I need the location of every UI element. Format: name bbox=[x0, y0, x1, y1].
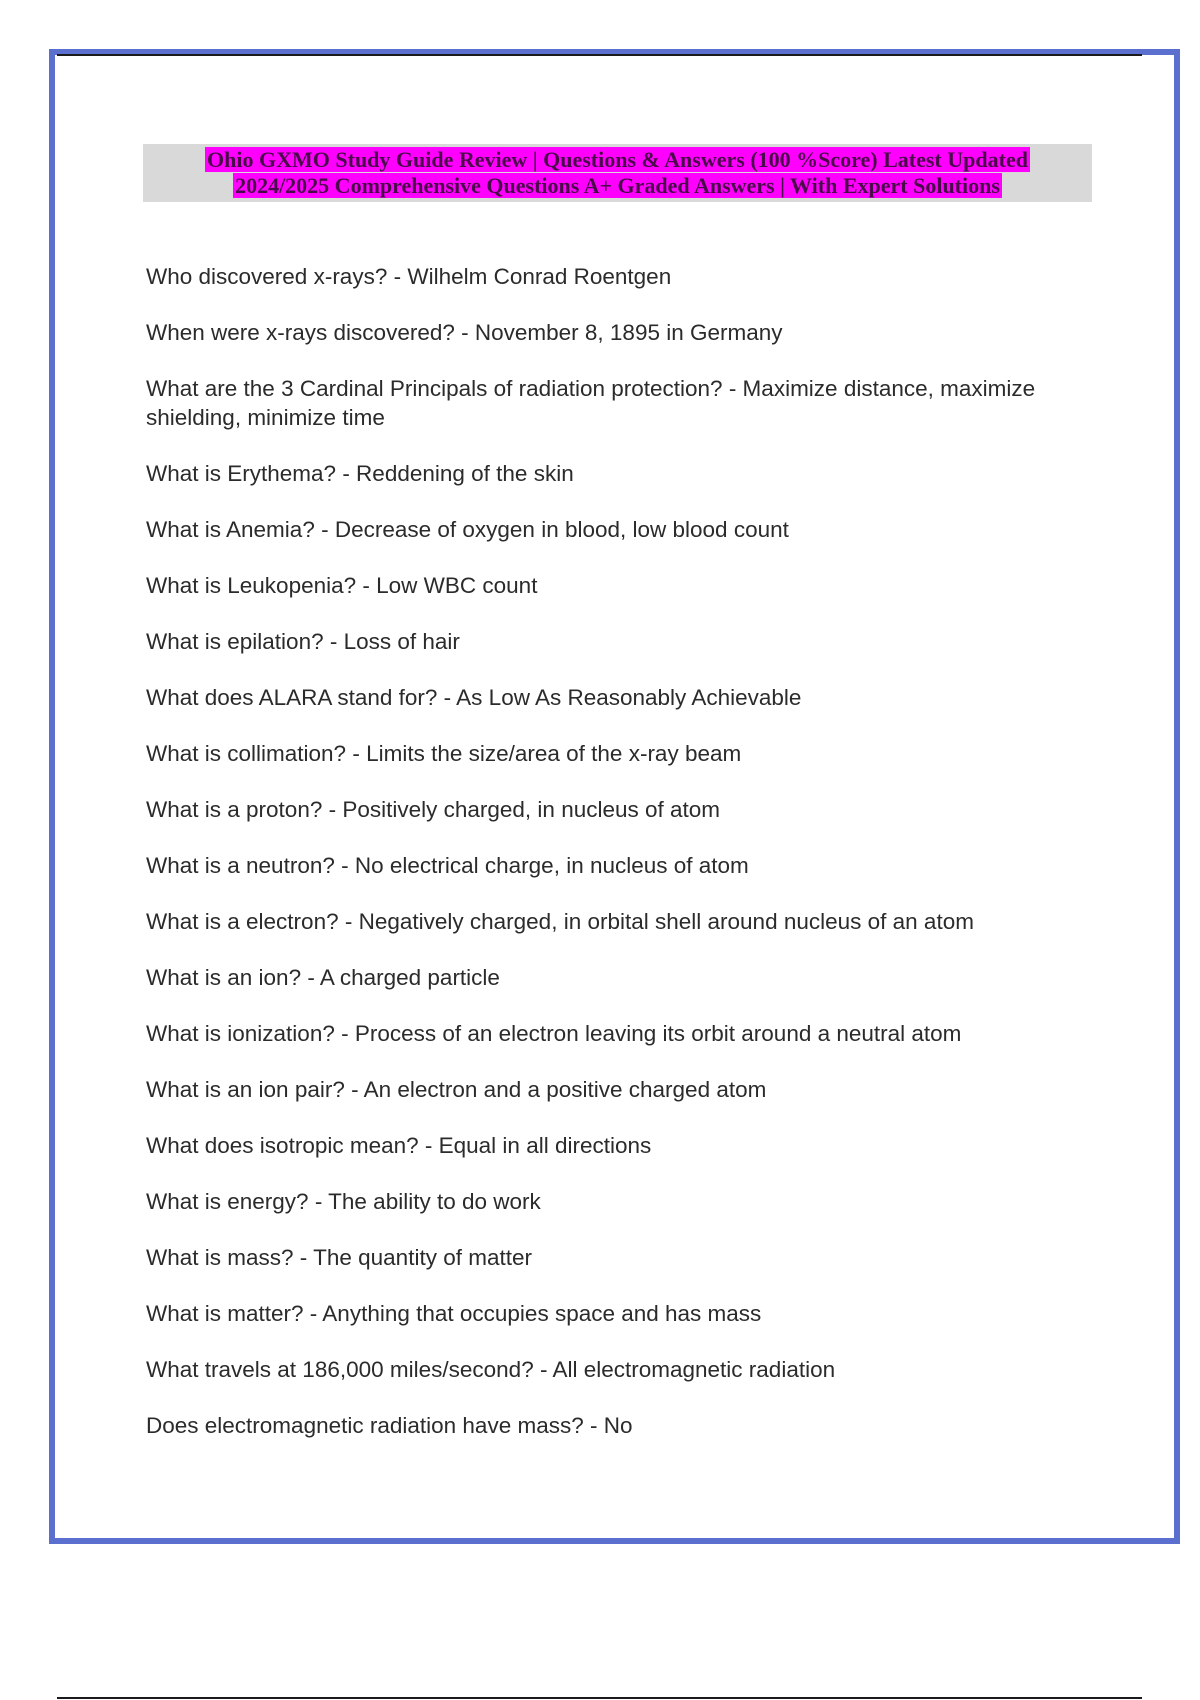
top-rule bbox=[57, 54, 1142, 56]
qa-item: What are the 3 Cardinal Principals of radiation protection? - Maximize distance, maximize shielding, minimize time bbox=[146, 376, 1036, 430]
title-line-1-text: Ohio GXMO Study Guide Review | Questions & Answers (100 %Score) Latest Updated bbox=[207, 147, 1028, 172]
title-line-2-text: 2024/2025 Comprehensive Questions A+ Graded Answers | With Expert Solutions bbox=[235, 173, 1000, 198]
title-line-2 bbox=[143, 173, 1092, 199]
qa-item: What is Leukopenia? - Low WBC count bbox=[146, 573, 538, 598]
qa-item: Does electromagnetic radiation have mass? - No bbox=[146, 1413, 633, 1438]
qa-item: What is energy? - The ability to do work bbox=[146, 1189, 541, 1214]
qa-item: What is a proton? - Positively charged, in nucleus of atom bbox=[146, 797, 721, 822]
qa-item: What does isotropic mean? - Equal in all directions bbox=[146, 1133, 652, 1158]
qa-item: What is collimation? - Limits the size/area of the x-ray beam bbox=[146, 741, 742, 766]
qa-item: What is an ion pair? - An electron and a positive charged atom bbox=[146, 1077, 767, 1102]
qa-item: What is mass? - The quantity of matter bbox=[146, 1245, 532, 1270]
qa-list bbox=[146, 262, 1066, 1467]
qa-item: What is ionization? - Process of an electron leaving its orbit around a neutral atom bbox=[146, 1021, 962, 1046]
title-line-1 bbox=[143, 147, 1092, 173]
qa-item: Who discovered x-rays? - Wilhelm Conrad Roentgen bbox=[146, 264, 672, 289]
document-title bbox=[143, 144, 1092, 202]
bottom-rule bbox=[57, 1697, 1142, 1699]
qa-item: When were x-rays discovered? - November 8, 1895 in Germany bbox=[146, 320, 783, 345]
qa-item: What is a electron? - Negatively charged, in orbital shell around nucleus of an atom bbox=[146, 909, 974, 934]
qa-item: What is Erythema? - Reddening of the skin bbox=[146, 461, 574, 486]
qa-item: What does ALARA stand for? - As Low As Reasonably Achievable bbox=[146, 685, 802, 710]
qa-item: What is an ion? - A charged particle bbox=[146, 965, 500, 990]
qa-item: What is matter? - Anything that occupies space and has mass bbox=[146, 1301, 762, 1326]
qa-item: What is a neutron? - No electrical charge, in nucleus of atom bbox=[146, 853, 749, 878]
qa-item: What is Anemia? - Decrease of oxygen in blood, low blood count bbox=[146, 517, 789, 542]
qa-item: What travels at 186,000 miles/second? - All electromagnetic radiation bbox=[146, 1357, 836, 1382]
qa-item: What is epilation? - Loss of hair bbox=[146, 629, 460, 654]
